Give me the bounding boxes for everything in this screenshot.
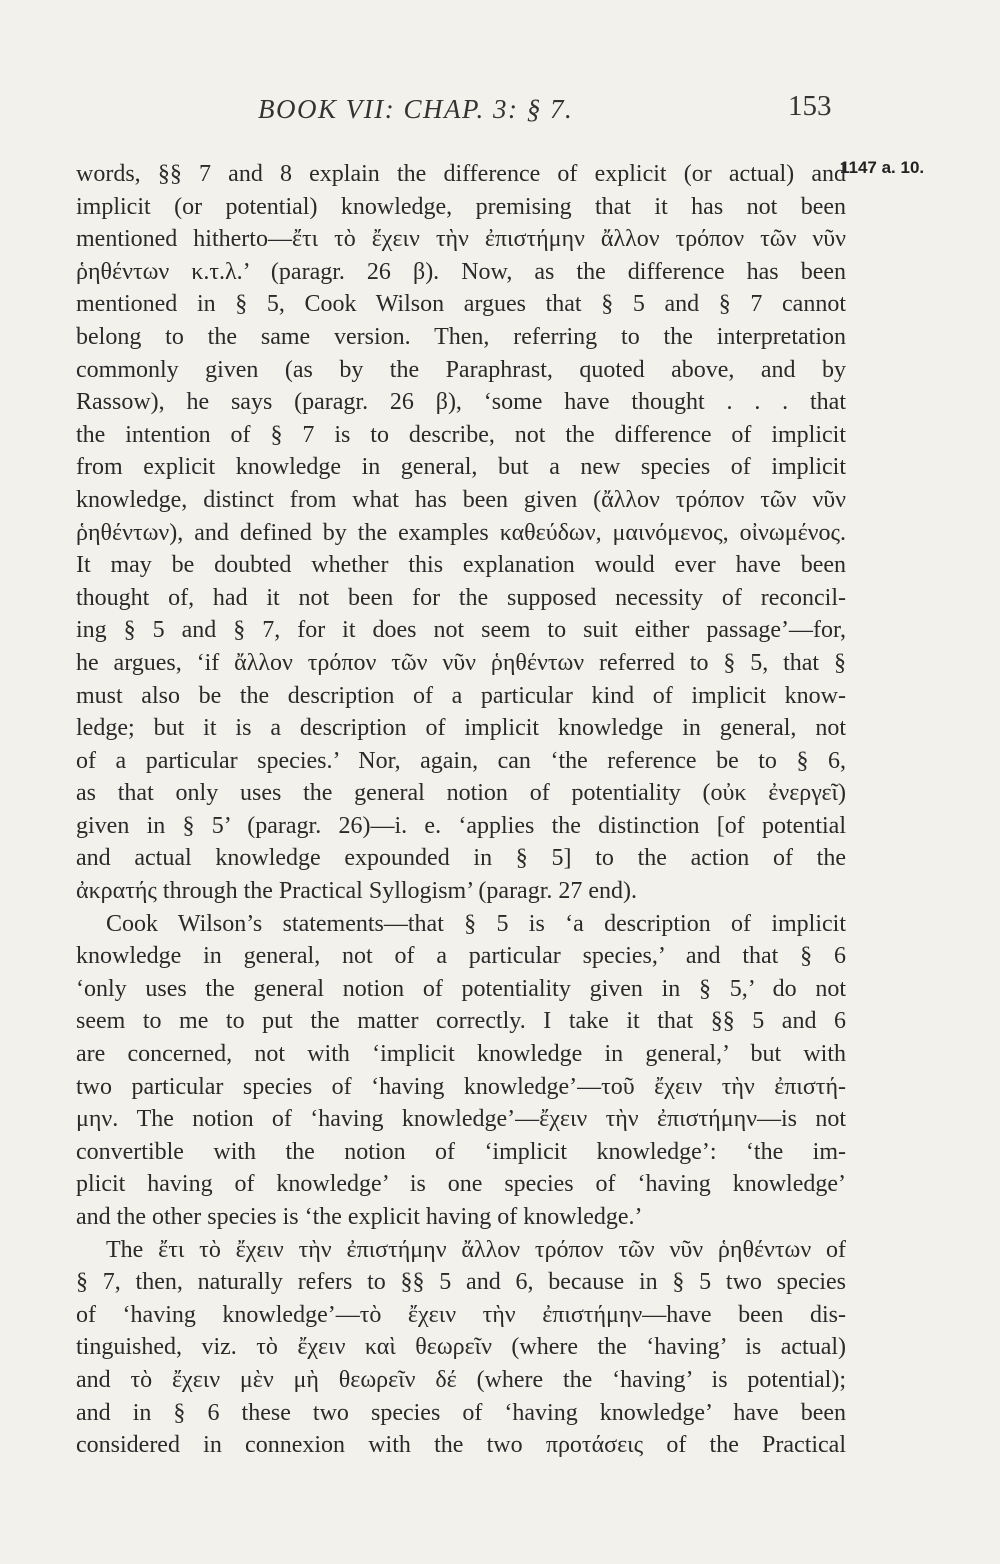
text-line: ledge; but it is a description of implicit knowledge in general, not — [76, 715, 846, 742]
text-line: words, §§ 7 and 8 explain the difference of explicit (or actual) and — [76, 161, 846, 187]
text-line: knowledge in general, not of a particular species,’ and that § 6 — [76, 943, 846, 970]
text-line: convertible with the notion of ‘implicit knowledge’: ‘the im- — [76, 1138, 846, 1165]
text-line: commonly given (as by the Paraphrast, quoted above, and by — [76, 356, 846, 383]
text-line: knowledge, distinct from what has been given (ἄλλον τρόπον τῶν νῦν — [76, 486, 846, 513]
text-line: The ἔτι τὸ ἔχειν τὴν ἐπιστήμην ἄλλον τρόπον τῶν νῦν ῥηθέντων of — [106, 1236, 846, 1263]
text-line: of a particular species.’ Nor, again, can ‘the reference be to § 6, — [76, 747, 846, 774]
text-line: given in § 5’ (paragr. 26)—i. e. ‘applies the distinction [of potential — [76, 812, 846, 839]
text-line: ῥηθέντων), and defined by the examples καθεύδων, μαινόμενος, οἰνωμένος. — [76, 519, 846, 546]
text-line: μην. The notion of ‘having knowledge’—ἔχειν τὴν ἐπιστήμην—is not — [76, 1106, 846, 1133]
text-line: It may be doubted whether this explanation would ever have been — [76, 552, 846, 579]
body-text — [76, 158, 846, 1462]
text-line: seem to me to put the matter correctly. I take it that §§ 5 and 6 — [76, 1008, 846, 1035]
text-line: must also be the description of a particular kind of implicit know- — [76, 682, 846, 709]
text-line: the intention of § 7 is to describe, not the difference of implicit — [76, 421, 846, 448]
text-line: and in § 6 these two species of ‘having knowledge’ have been — [76, 1399, 846, 1426]
text-line: considered in connexion with the two προτάσεις of the Practical — [76, 1432, 846, 1459]
text-line: he argues, ‘if ἄλλον τρόπον τῶν νῦν ῥηθέντων referred to § 5, that § — [76, 649, 846, 676]
text-line: as that only uses the general notion of potentiality (οὐκ ἐνεργεῖ) — [76, 780, 846, 807]
text-line: ἀκρατής through the Practical Syllogism’ (paragr. 27 end). — [76, 878, 638, 905]
text-line: ‘only uses the general notion of potentiality given in § 5,’ do not — [76, 975, 846, 1002]
text-line: belong to the same version. Then, referring to the interpretation — [76, 323, 846, 350]
text-line: Cook Wilson’s statements—that § 5 is ‘a description of implicit — [106, 910, 846, 937]
text-line: Rassow), he says (paragr. 26 β), ‘some have thought . . . that — [76, 389, 846, 416]
running-head: BOOK VII: CHAP. 3: § 7. — [258, 94, 574, 124]
text-line: § 7, then, naturally refers to §§ 5 and 6, because in § 5 two species — [76, 1269, 846, 1296]
text-line: plicit having of knowledge’ is one species of ‘having knowledge’ — [76, 1171, 846, 1198]
text-line: ῥηθέντων κ.τ.λ.’ (paragr. 26 β). Now, as the difference has been — [76, 258, 846, 285]
text-line: and the other species is ‘the explicit having of knowledge.’ — [76, 1204, 643, 1230]
text-line: from explicit knowledge in general, but a new species of implicit — [76, 454, 846, 481]
text-line: two particular species of ‘having knowledge’—τοῦ ἔχειν τὴν ἐπιστή- — [76, 1073, 846, 1100]
text-line: are concerned, not with ‘implicit knowledge in general,’ but with — [76, 1041, 846, 1068]
margin-reference: 1147 a. 10. — [840, 158, 925, 177]
text-line: and τὸ ἔχειν μὲν μὴ θεωρεῖν δέ (where the ‘having’ is potential); — [76, 1366, 846, 1393]
text-line: and actual knowledge expounded in § 5] to the action of the — [76, 845, 846, 872]
text-line: mentioned hitherto—ἔτι τὸ ἔχειν τὴν ἐπιστήμην ἄλλον τρόπον τῶν νῦν — [76, 226, 846, 253]
text-line: of ‘having knowledge’—τὸ ἔχειν τὴν ἐπιστήμην—have been dis- — [76, 1301, 846, 1328]
text-line: implicit (or potential) knowledge, premising that it has not been — [76, 193, 846, 220]
text-line: ing § 5 and § 7, for it does not seem to suit either passage’—for, — [76, 617, 846, 644]
text-line: thought of, had it not been for the supposed necessity of reconcil- — [76, 584, 846, 611]
text-line: mentioned in § 5, Cook Wilson argues that § 5 and § 7 cannot — [76, 291, 846, 318]
page-number: 153 — [788, 90, 832, 122]
text-line: tinguished, viz. τὸ ἔχειν καὶ θεωρεῖν (where the ‘having’ is actual) — [76, 1334, 846, 1361]
